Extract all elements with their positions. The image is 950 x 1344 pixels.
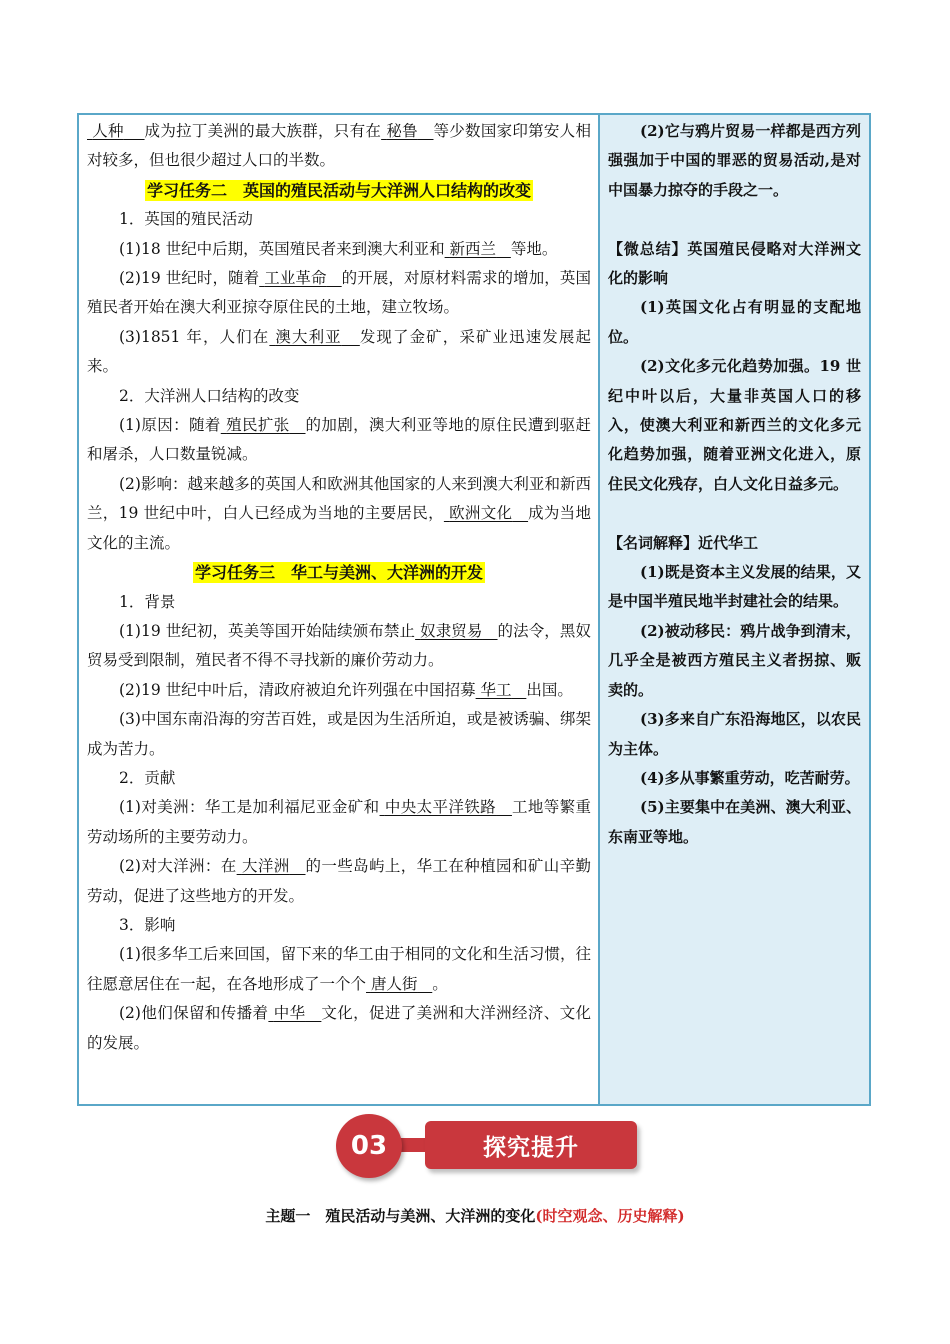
blank-answer: 工业革命 xyxy=(264,269,327,288)
paragraph: (2)影响：越来越多的英国人和欧洲其他国家的人来到澳大利亚和新西兰，19 世纪中叶，白人已经成为当地的主要居民， 欧洲文化 成为当地文化的主流。 xyxy=(87,474,591,552)
blank-answer: 殖民扩张 xyxy=(226,416,290,435)
glossary-item: (4)多从事繁重劳动，吃苦耐劳。 xyxy=(640,768,860,787)
glossary-note xyxy=(608,529,861,852)
subheading: 3．影响 xyxy=(119,915,176,934)
blank-answer: 中华 xyxy=(273,1004,306,1023)
task-title: 学习任务二 英国的殖民活动与大洋洲人口结构的改变 xyxy=(146,180,531,200)
blank-answer: 秘鲁 xyxy=(386,122,418,140)
glossary-item: (1)既是资本主义发展的结果，又是中国半殖民地半封建社会的结果。 xyxy=(608,563,861,611)
blank-answer: 中央太平洋铁路 xyxy=(384,798,497,817)
paragraph: (2)19 世纪中叶后，清政府被迫允许列强在中国招募 华工 出国。 xyxy=(119,680,573,699)
blank-answer: 大洋洲 xyxy=(241,857,290,876)
glossary-item: (3)多来自广东沿海地区，以农民为主体。 xyxy=(608,710,861,758)
glossary-item: (5)主要集中在美洲、澳大利亚、东南亚等地。 xyxy=(608,798,861,846)
summary-heading: 【微总结】英国殖民侵略对大洋洲文化的影响 xyxy=(608,239,861,288)
blank-answer: 奴隶贸易 xyxy=(420,621,483,640)
section-header-badge xyxy=(330,1112,650,1182)
blank-answer: 唐人街 xyxy=(370,974,418,993)
section-label: 探究提升 xyxy=(483,1134,579,1161)
main-column xyxy=(79,115,600,1104)
subheading: 2．贡献 xyxy=(119,768,176,787)
content-table xyxy=(77,113,871,1106)
blank-answer: 欧洲文化 xyxy=(449,504,513,523)
subheading: 2．大洋洲人口结构的改变 xyxy=(119,386,300,405)
paragraph: (1)很多华工后来回国，留下来的华工由于相同的文化和生活习惯，往往愿意居住在一起，在各地形成了一个个 唐人街 。 xyxy=(87,945,591,993)
subheading: 1．背景 xyxy=(119,592,176,611)
paragraph: (1)原因：随着 殖民扩张 的加剧，澳大利亚等地的原住民遭到驱赶和屠杀，人口数量锐减。 xyxy=(87,416,591,464)
glossary-heading: 【名词解释】近代华工 xyxy=(608,533,759,552)
paragraph: (2)19 世纪时，随着 工业革命 的开展，对原材料需求的增加，英国殖民者开始在澳大利亚掠夺原住民的土地，建立牧场。 xyxy=(87,269,591,317)
paragraph: (3)1851 年，人们在 澳大利亚 发现了金矿，采矿业迅速发展起来。 xyxy=(87,327,591,376)
subheading: 1．英国的殖民活动 xyxy=(119,210,253,229)
topic-title: 主题一 殖民活动与美洲、大洋洲的变化 xyxy=(265,1207,536,1225)
blank-answer: 人种 xyxy=(92,122,124,140)
section-number-circle xyxy=(336,1114,402,1178)
paragraph: (1)对美洲：华工是加利福尼亚金矿和 中央太平洋铁路 工地等繁重劳动场所的主要劳动力。 xyxy=(87,798,591,846)
paragraph: (2)对大洋洲：在 大洋洲 的一些岛屿上，华工在种植园和矿山辛勤劳动，促进了这些地方的开发。 xyxy=(87,857,591,905)
notes-sidebar xyxy=(600,115,869,1104)
paragraph: (1)18 世纪中后期，英国殖民者来到澳大利亚和 新西兰 等地。 xyxy=(119,239,558,258)
note-continuation: (2)它与鸦片贸易一样都是西方列强强加于中国的罪恶的贸易活动,是对中国暴力掠夺的手段之一。 xyxy=(608,122,861,199)
intro-paragraph: 人种 成为拉丁美洲的最大族群，只有在 秘鲁 等少数国家印第安人相对较多，但也很少超过人口的半数。 xyxy=(87,122,591,170)
task-title: 学习任务三 华工与美洲、大洋洲的开发 xyxy=(194,563,483,583)
summary-item: (1)英国文化占有明显的支配地位。 xyxy=(608,298,861,346)
paragraph: (3)中国东南沿海的穷苦百姓，或是因为生活所迫，或是被诱骗、绑架成为苦力。 xyxy=(87,710,591,758)
glossary-item: (2)被动移民：鸦片战争到清末，几乎全是被西方殖民主义者拐掠、贩卖的。 xyxy=(608,621,861,699)
summary-item: (2)文化多元化趋势加强。19 世纪中叶以后，大量非英国人口的移入，使澳大利亚和新西兰的文化多元化趋势加强，随着亚洲文化进入，原住民文化残存，白人文化日益多元。 xyxy=(608,357,861,493)
paragraph: (1)19 世纪初，英美等国开始陆续颁布禁止 奴隶贸易 的法令，黑奴贸易受到限制，殖民者不得不寻找新的廉价劳动力。 xyxy=(87,621,591,670)
summary-note xyxy=(608,235,861,500)
topic-competencies: (时空观念、历史解释) xyxy=(535,1207,685,1225)
topic-heading xyxy=(0,1205,950,1226)
section-label-bar xyxy=(425,1121,637,1169)
section-number: 03 xyxy=(350,1131,388,1161)
blank-answer: 澳大利亚 xyxy=(275,327,342,346)
blank-answer: 新西兰 xyxy=(449,239,497,258)
paragraph: (2)他们保留和传播着 中华 文化，促进了美洲和大洋洲经济、文化的发展。 xyxy=(87,1004,591,1052)
blank-answer: 华工 xyxy=(480,680,512,699)
